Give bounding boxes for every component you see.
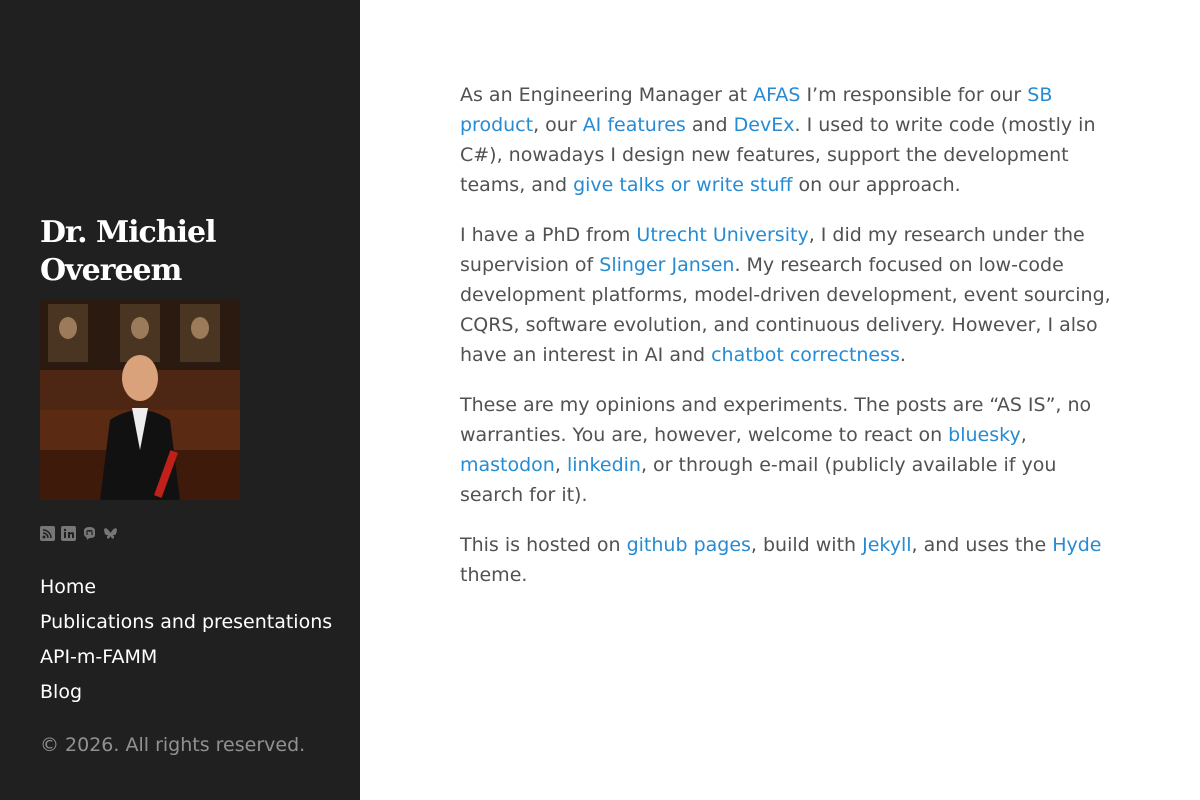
link-linkedin[interactable]: linkedin xyxy=(566,454,641,476)
link-bluesky[interactable]: bluesky xyxy=(948,424,1021,446)
text: , our xyxy=(533,114,583,136)
text: . I used to write code (mostly in C#), nowadays I design new features, support the development teams, and xyxy=(460,114,1096,196)
site-title[interactable]: Dr. Michiel Overeem xyxy=(40,215,216,288)
link-utrecht-university[interactable]: Utrecht University xyxy=(636,224,809,246)
link-ai-features[interactable]: AI features xyxy=(582,114,686,136)
text: , build with xyxy=(750,534,863,556)
text: As an Engineering Manager at xyxy=(460,84,754,106)
text: These are my opinions and experiments. The posts are “AS IS”, no warranties. You are, however, welcome to react on xyxy=(460,394,1092,446)
text: I have a PhD from xyxy=(460,224,637,246)
text: , or through e-mail (publicly available if you search for it). xyxy=(460,454,1057,506)
link-sb-product[interactable]: SB product xyxy=(460,84,1053,136)
intro-paragraph xyxy=(460,80,1120,200)
sidebar xyxy=(0,0,360,800)
text: , I did my research under the supervision of xyxy=(460,224,1085,276)
rss-icon[interactable] xyxy=(40,526,55,541)
text: , and uses the xyxy=(911,534,1053,556)
link-mastodon[interactable]: mastodon xyxy=(460,454,555,476)
text: and xyxy=(685,114,734,136)
main-content xyxy=(460,80,1120,610)
link-jekyll[interactable]: Jekyll xyxy=(862,534,912,556)
profile-photo xyxy=(40,300,240,500)
hosting-paragraph xyxy=(460,530,1120,590)
sidebar-nav xyxy=(40,570,332,710)
nav-item-home[interactable]: Home xyxy=(40,576,97,598)
copyright-footer: © 2026. All rights reserved. xyxy=(40,734,306,756)
social-links xyxy=(40,526,118,541)
link-github-pages[interactable]: github pages xyxy=(626,534,751,556)
link-give-talks[interactable]: give talks or write stuff xyxy=(573,174,793,196)
bluesky-icon[interactable] xyxy=(103,526,118,541)
text: . xyxy=(899,344,906,366)
text: , xyxy=(1020,424,1027,446)
nav-item-blog[interactable]: Blog xyxy=(40,681,82,703)
text: . My research focused on low-code development platforms, model-driven development, event sourcing, CQRS, software evolution, and continuous delivery. However, I also have an interest in AI and xyxy=(460,254,1111,366)
link-chatbot-correctness[interactable]: chatbot correctness xyxy=(711,344,900,366)
link-devex[interactable]: DevEx xyxy=(733,114,795,136)
text: theme. xyxy=(460,564,528,586)
link-slinger-jansen[interactable]: Slinger Jansen xyxy=(599,254,735,276)
nav-item-api-m-famm[interactable]: API-m-FAMM xyxy=(40,646,158,668)
linkedin-icon[interactable] xyxy=(61,526,76,541)
opinions-paragraph xyxy=(460,390,1120,510)
nav-item-publications[interactable]: Publications and presentations xyxy=(40,611,333,633)
text: This is hosted on xyxy=(460,534,627,556)
mastodon-icon[interactable] xyxy=(82,526,97,541)
text: , xyxy=(554,454,567,476)
text: I’m responsible for our xyxy=(800,84,1028,106)
research-paragraph xyxy=(460,220,1120,370)
text: on our approach. xyxy=(792,174,961,196)
link-afas[interactable]: AFAS xyxy=(753,84,801,106)
link-hyde[interactable]: Hyde xyxy=(1052,534,1102,556)
